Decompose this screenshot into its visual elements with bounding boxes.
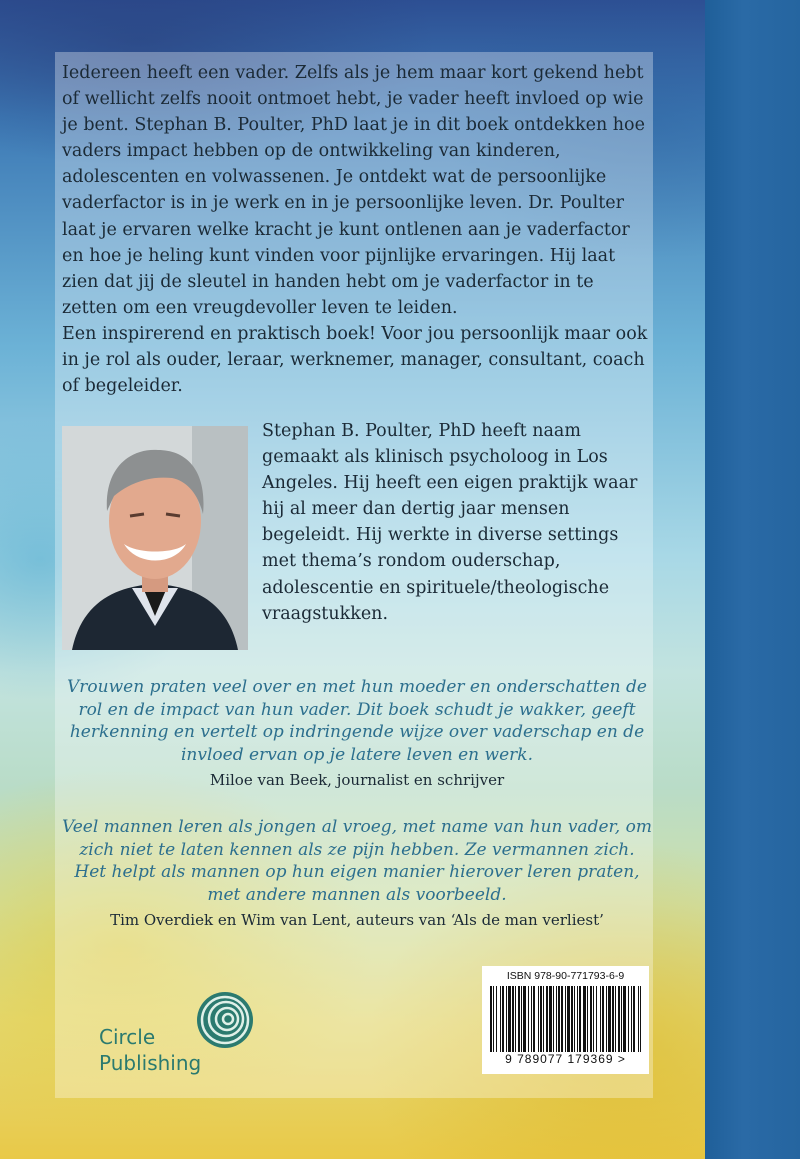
quote-1: Vrouwen praten veel over en met hun moeder en onderschatten de rol en de impact van hun vader. Dit boek schudt je wakker, geeft herkenning en vertelt op indringende wijze over vaderschap en de invloed ervan op je latere leven en werk. <box>67 677 647 765</box>
circle-publishing-logo-icon <box>195 990 255 1050</box>
barcode-bar <box>496 986 497 1052</box>
barcode-bar <box>590 986 592 1052</box>
publisher-name-line-1: Circle <box>99 1025 156 1049</box>
barcode-bar <box>565 986 566 1052</box>
quote-2: Veel mannen leren als jongen al vroeg, met name van hun vader, om zich niet te laten kennen als ze pijn hebben. Ze vermannen zich. Het helpt als mannen op hun eigen manier hierover leren praten, met andere mannen als voorbeeld. <box>62 817 652 905</box>
spine <box>705 0 800 1159</box>
blurb-paragraph-2: Een inspirerend en praktisch boek! Voor jou persoonlijk maar ook in je rol als ouder, leraar, werknemer, manager, consultant, coach of begeleider. <box>62 323 648 397</box>
barcode-bar <box>543 986 544 1052</box>
barcode-bar <box>638 986 639 1052</box>
barcode-bar <box>567 986 570 1052</box>
barcode-bar <box>612 986 614 1052</box>
barcode-bar <box>533 986 535 1052</box>
barcode-bar <box>558 986 560 1052</box>
blurb <box>62 60 648 399</box>
quote-1-attribution: Miloe van Beek, journalist en schrijver <box>209 771 505 789</box>
author-photo <box>62 426 248 650</box>
barcode-bar <box>593 986 594 1052</box>
barcode-bar <box>515 986 516 1052</box>
barcode-bar <box>608 986 611 1052</box>
publisher-name-line-2: Publishing <box>99 1051 202 1075</box>
barcode-bar <box>528 986 529 1052</box>
barcode-bar <box>628 986 629 1052</box>
barcode-bar <box>571 986 573 1052</box>
barcode-bar <box>540 986 542 1052</box>
barcode-bar <box>549 986 552 1052</box>
barcode-bar <box>577 986 578 1052</box>
barcode-bar <box>640 986 641 1052</box>
barcode-bar <box>561 986 563 1052</box>
barcode-bar <box>500 986 501 1052</box>
barcode-bar <box>556 986 557 1052</box>
author-bio: Stephan B. Poulter, PhD heeft naam gemaakt als klinisch psycholoog in Los Angeles. Hij heeft een eigen praktijk waar hij al meer dan dertig jaar mensen begeleidt. Hij werkte in diverse settings met thema’s rondom ouderschap, adolescentie en spirituele/theologische vraagstukken. <box>262 421 638 624</box>
barcode <box>490 986 641 1052</box>
barcode-bar <box>606 986 607 1052</box>
barcode-bar <box>633 986 635 1052</box>
barcode-bar <box>553 986 554 1052</box>
blurb-paragraph-1: Iedereen heeft een vader. Zelfs als je hem maar kort gekend hebt of wellicht zelfs nooit ontmoet hebt, je vader heeft invloed op wie je bent. Stephan B. Poulter, PhD laat je in dit boek ontdekken hoe vaders impact hebben op de ontwikkeling van kinderen, adolescenten en volwassenen. Je ontdekt wat de persoonlijke vaderfactor is in je werk en in je persoonlijke leven. Dr. Poulter laat je ervaren welke kracht je kunt ontlenen aan je vaderfactor en hoe je heling kunt vinden voor pijnlijke ervaringen. Hij laat zien dat jij de sleutel in handen hebt om je vaderfactor in te zetten om een vreugdevoller leven te leiden. <box>62 63 645 318</box>
barcode-bar <box>523 986 526 1052</box>
barcode-bar <box>587 986 588 1052</box>
barcode-bar <box>502 986 504 1052</box>
barcode-bar <box>574 986 575 1052</box>
barcode-bar <box>623 986 626 1052</box>
barcode-box <box>482 966 649 1074</box>
isbn-label: ISBN 978-90-771793-6-9 <box>506 970 625 982</box>
barcode-bar <box>521 986 522 1052</box>
quote-2-attribution: Tim Overdiek en Wim van Lent, auteurs van ‘Als de man verliest’ <box>110 911 604 929</box>
barcode-bar <box>618 986 620 1052</box>
barcode-bar <box>615 986 616 1052</box>
author-photo-illustration <box>62 426 248 650</box>
barcode-bar <box>508 986 511 1052</box>
barcode-bar <box>506 986 507 1052</box>
barcode-bar <box>546 986 548 1052</box>
barcode-bar <box>512 986 514 1052</box>
barcode-bar <box>583 986 586 1052</box>
barcode-bar <box>631 986 632 1052</box>
barcode-digits: 9 789077 179369 > <box>505 1052 626 1066</box>
barcode-bar <box>596 986 597 1052</box>
barcode-bar <box>493 986 494 1052</box>
barcode-bar <box>621 986 622 1052</box>
barcode-bar <box>602 986 604 1052</box>
barcode-bar <box>538 986 539 1052</box>
barcode-bar <box>600 986 601 1052</box>
barcode-bar <box>579 986 581 1052</box>
barcode-bar <box>518 986 520 1052</box>
barcode-bar <box>531 986 532 1052</box>
barcode-bar <box>490 986 492 1052</box>
